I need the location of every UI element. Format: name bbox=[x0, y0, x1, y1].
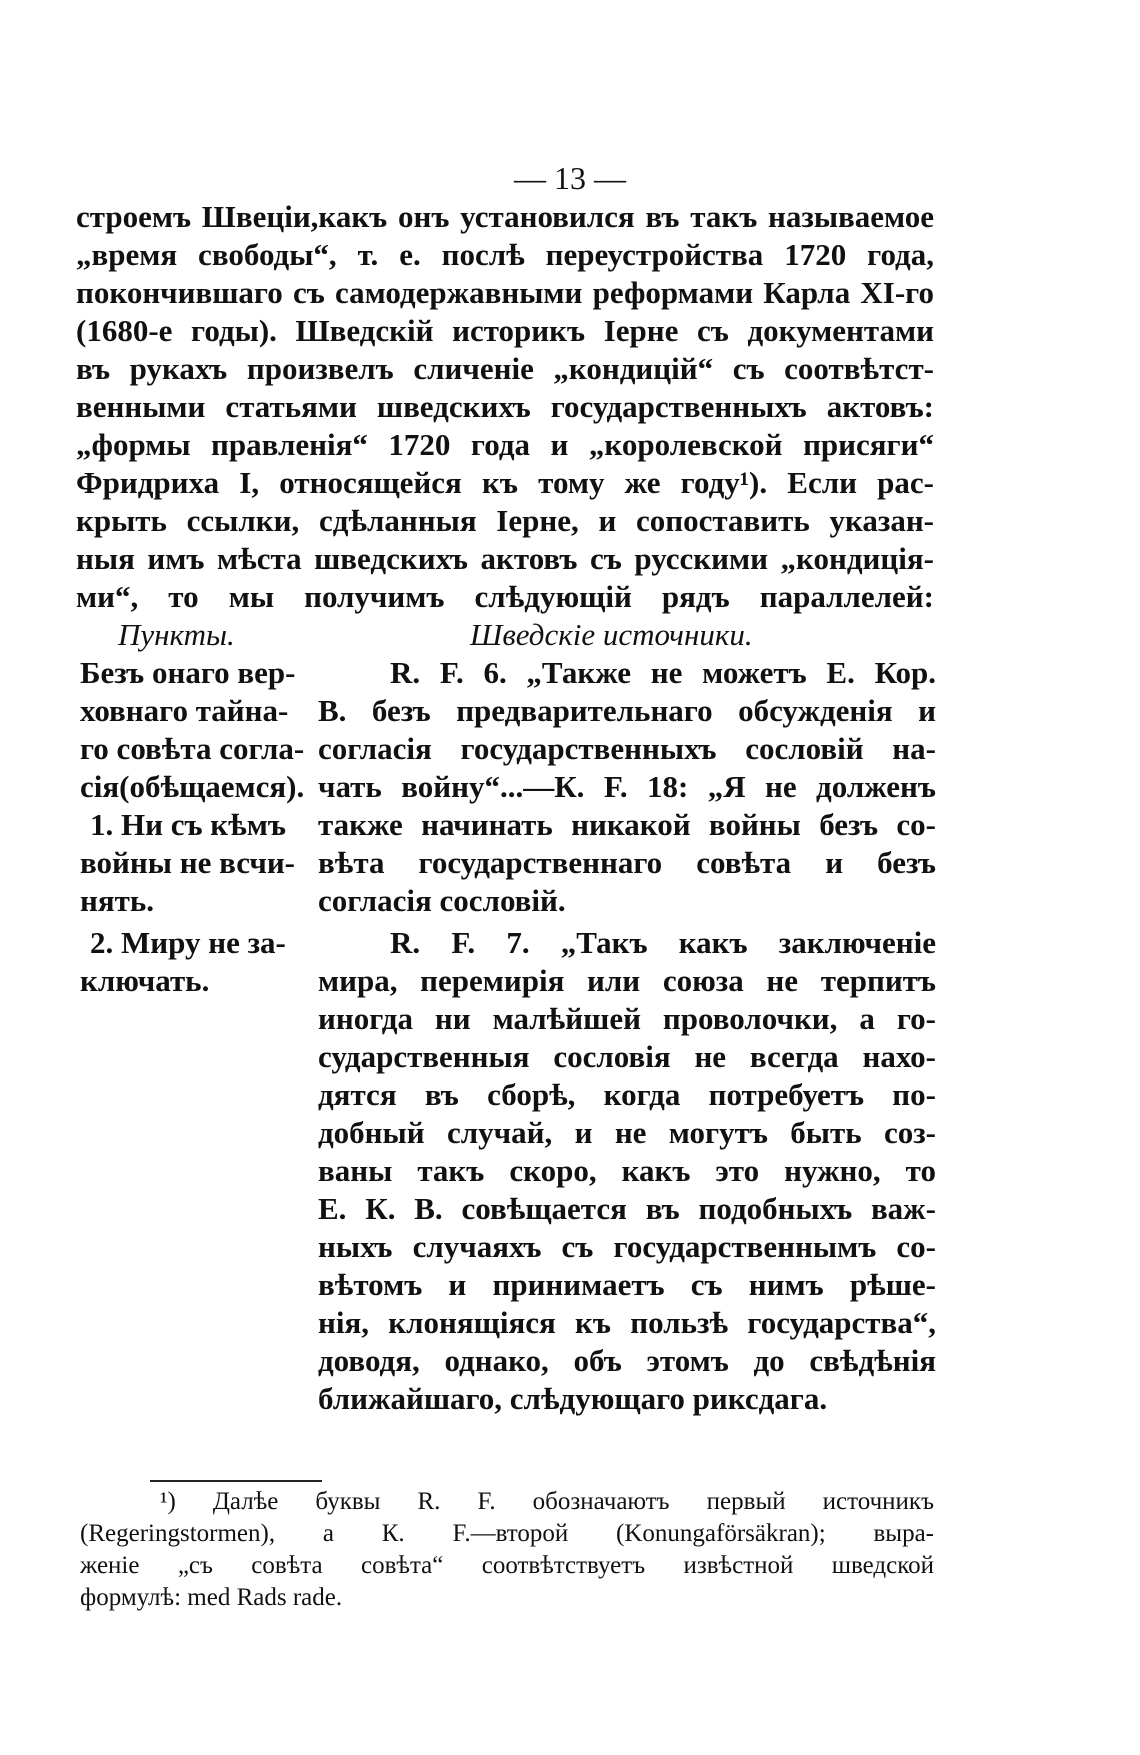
right-column-line: R. F. 7. „Такъ какъ заключеніе bbox=[390, 925, 936, 960]
left-column-line: нять. bbox=[80, 883, 155, 918]
body-line: „время свободы“, т. е. послѣ переустройства 1720 года, bbox=[76, 237, 934, 272]
left-column-line: 2. Миру не за- bbox=[90, 925, 286, 960]
left-column-line: войны не всчи- bbox=[80, 845, 296, 880]
left-column-heading: Пункты. bbox=[118, 617, 235, 652]
left-column-line: Безъ онаго вер- bbox=[80, 655, 296, 690]
right-column-line: нія, клонящіяся къ пользѣ государства“, bbox=[318, 1305, 936, 1340]
right-column-line: В. безъ предварительнаго обсужденія и bbox=[318, 693, 936, 728]
left-column-line: ключать. bbox=[80, 963, 210, 998]
right-column-line: сударственныя сословія не всегда нахо- bbox=[318, 1039, 936, 1074]
right-column-line: Е. К. В. совѣщается въ подобныхъ важ- bbox=[318, 1191, 936, 1226]
body-line: покончившаго съ самодержавными реформами Карла XI-го bbox=[76, 275, 934, 310]
left-column-line: ховнаго тайна- bbox=[80, 693, 289, 728]
body-line: ныя имъ мѣста шведскихъ актовъ съ русскими „кондиція- bbox=[76, 541, 934, 576]
right-column-line: также начинать никакой войны безъ со- bbox=[318, 807, 936, 842]
right-column-line: доводя, однако, объ этомъ до свѣдѣнія bbox=[318, 1343, 936, 1378]
left-column-line: 1. Ни съ кѣмъ bbox=[90, 807, 286, 842]
body-line: въ рукахъ произвелъ сличеніе „кондицій“ съ соотвѣтст- bbox=[76, 351, 934, 386]
right-column-line: вѣтомъ и принимаетъ съ нимъ рѣше- bbox=[318, 1267, 936, 1302]
right-column-line: ближайшаго, слѣдующаго риксдага. bbox=[318, 1381, 828, 1416]
right-column-line: ваны такъ скоро, какъ это нужно, то bbox=[318, 1153, 936, 1188]
right-column-heading: Шведскіе источники. bbox=[470, 617, 753, 652]
right-column-line: согласія сословій. bbox=[318, 883, 566, 918]
body-line: „формы правленія“ 1720 года и „королевской присяги“ bbox=[76, 427, 934, 462]
body-line: ми“, то мы получимъ слѣдующій рядъ параллелей: bbox=[76, 579, 934, 614]
page-number: — 13 — bbox=[514, 160, 626, 196]
left-column-line: го совѣта согла- bbox=[80, 731, 305, 766]
right-column-line: добный случай, и не могутъ быть соз- bbox=[318, 1115, 936, 1150]
body-line: крыть ссылки, сдѣланныя Іерне, и сопоставить указан- bbox=[76, 503, 934, 538]
footnote-line: формулѣ: med Rads rade. bbox=[80, 1584, 343, 1611]
right-column-line: согласія государственныхъ сословій на- bbox=[318, 731, 936, 766]
body-line: (1680-е годы). Шведскій историкъ Іерне съ документами bbox=[76, 313, 934, 348]
footnote-line: ¹) Далѣе буквы R. F. обозначаютъ первый источникъ bbox=[160, 1488, 934, 1515]
left-column-line: сія(обѣщаемся). bbox=[80, 769, 305, 804]
footnote-line: женіе „съ совѣта совѣта“ соотвѣтствуетъ извѣстной шведской bbox=[80, 1552, 934, 1579]
footnote-divider bbox=[150, 1480, 322, 1482]
right-column-line: чать войну“...—К. F. 18: „Я не долженъ bbox=[318, 769, 936, 804]
footnote-line: (Regeringstormen), а К. F.—второй (Konungaförsäkran); выра- bbox=[80, 1520, 934, 1547]
right-column-line: вѣта государственнаго совѣта и безъ bbox=[318, 845, 936, 880]
body-line: строемъ Швеціи,какъ онъ установился въ такъ называемое bbox=[76, 199, 934, 234]
right-column-line: дятся въ сборѣ, когда потребуетъ по- bbox=[318, 1077, 936, 1112]
right-column-line: иногда ни малѣйшей проволочки, а го- bbox=[318, 1001, 936, 1036]
right-column-line: R. F. 6. „Также не можетъ Е. Кор. bbox=[390, 655, 936, 690]
body-line: венными статьями шведскихъ государственныхъ актовъ: bbox=[76, 389, 934, 424]
body-line: Фридриха I, относящейся къ тому же году¹). Если рас- bbox=[76, 465, 934, 500]
right-column-line: ныхъ случаяхъ съ государственнымъ со- bbox=[318, 1229, 936, 1264]
right-column-line: мира, перемирія или союза не терпитъ bbox=[318, 963, 936, 998]
